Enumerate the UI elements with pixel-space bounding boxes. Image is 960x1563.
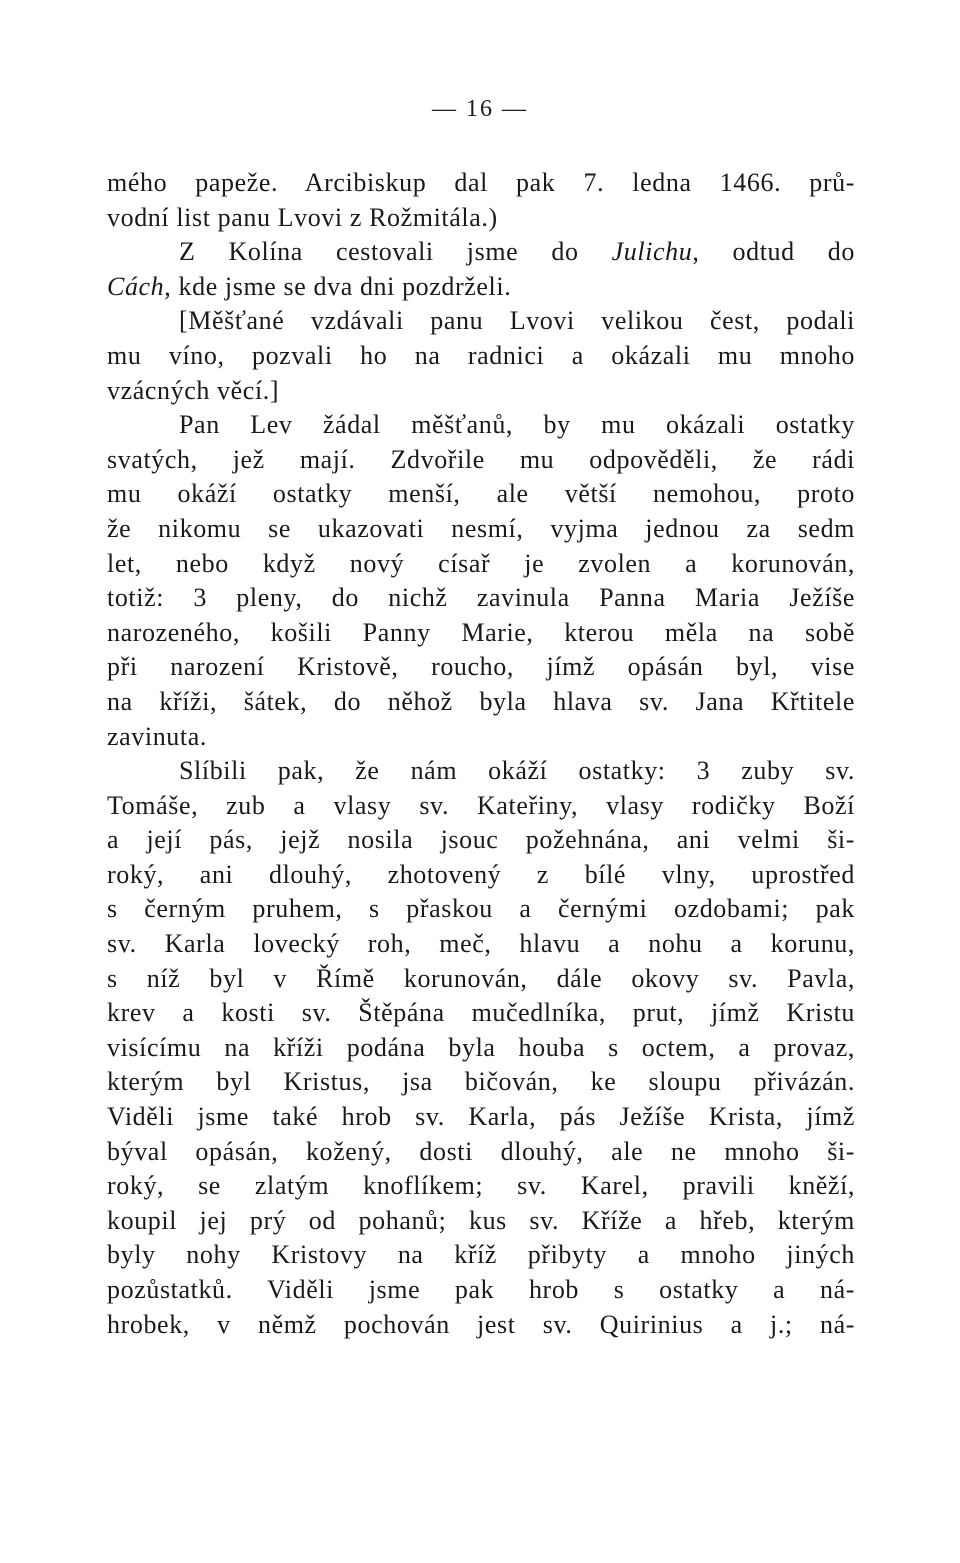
page-number: — 16 — — [432, 96, 528, 122]
text-line: mu okáží ostatky menší, ale větší nemohou, proto — [107, 479, 855, 509]
text-line: býval opásán, kožený, dosti dlouhý, ale ne mnoho ši- — [107, 1136, 855, 1166]
text-line: mého papeže. Arcibiskup dal pak 7. ledna 1466. prů- — [107, 168, 855, 197]
text-line: mu víno, pozvali ho na radnici a okázali mu mnoho — [107, 340, 855, 370]
text-line: hrobek, v němž pochován jest sv. Quirinius a j.; ná- — [107, 1309, 855, 1339]
text-line: Pan Lev žádal měšťanů, by mu okázali ostatky — [179, 410, 855, 440]
text-line: Z Kolína cestovali jsme do Julichu, odtud do — [179, 237, 855, 267]
text-line: na kříži, šátek, do něhož byla hlava sv. Jana Křtitele — [107, 686, 855, 716]
text-line: s níž byl v Římě korunován, dále okovy sv. Pavla, — [107, 963, 855, 993]
text-line: koupil jej prý od pohanů; kus sv. Kříže a hřeb, kterým — [107, 1205, 855, 1235]
text-line: vzácných věcí.] — [107, 375, 280, 405]
body-text — [107, 166, 855, 1342]
text-line: vodní list panu Lvovi z Rožmitála.) — [107, 202, 498, 232]
text-line: kterým byl Kristus, jsa bičován, ke sloupu přivázán. — [107, 1067, 855, 1097]
text-line: pozůstatků. Viděli jsme pak hrob s ostatky a ná- — [107, 1275, 855, 1304]
place-name-julich: Julichu — [611, 237, 693, 267]
text-line: narozeného, košili Panny Marie, kterou měla na sobě — [107, 617, 855, 647]
text-line: krev a kosti sv. Štěpána mučedlníka, prut, jímž Kristu — [107, 998, 855, 1028]
place-name-cachy: Cách — [107, 271, 165, 301]
text-line: roký, ani dlouhý, zhotovený z bílé vlny, uprostřed — [107, 859, 855, 889]
text-line: [Měšťané vzdávali panu Lvovi velikou čest, podali — [179, 306, 855, 336]
text-line: Viděli jsme také hrob sv. Karla, pás Ježíše Krista, jímž — [107, 1102, 855, 1132]
text-line: totiž: 3 pleny, do nichž zavinula Panna Maria Ježíše — [107, 583, 855, 613]
text-line: při narození Kristově, roucho, jímž opásán byl, vise — [107, 652, 855, 682]
text-line: Cách, kde jsme se dva dni pozdrželi. — [107, 271, 512, 301]
text-line: Tomáše, zub a vlasy sv. Kateřiny, vlasy rodičky Boží — [107, 790, 855, 820]
text-line: a její pás, jejž nosila jsouc požehnána, ani velmi ši- — [107, 825, 855, 855]
text-line: že nikomu se ukazovati nesmí, vyjma jednou za sedm — [107, 513, 855, 543]
text-line: sv. Karla lovecký roh, meč, hlavu a nohu a korunu, — [107, 929, 855, 959]
text-line: let, nebo když nový císař je zvolen a korunován, — [107, 548, 855, 578]
text-line: Slíbili pak, že nám okáží ostatky: 3 zuby sv. — [179, 756, 855, 786]
text-line: svatých, jež mají. Zdvořile mu odpověděli, že rádi — [107, 444, 855, 474]
text-line: s černým pruhem, s přaskou a černými ozdobami; pak — [107, 894, 855, 924]
text-line: byly nohy Kristovy na kříž přibyty a mnoho jiných — [107, 1240, 855, 1270]
text-line: roký, se zlatým knoflíkem; sv. Karel, pravili kněží, — [107, 1171, 855, 1201]
text-line: visícímu na kříži podána byla houba s octem, a provaz, — [107, 1032, 855, 1062]
text-line: zavinuta. — [107, 721, 207, 751]
